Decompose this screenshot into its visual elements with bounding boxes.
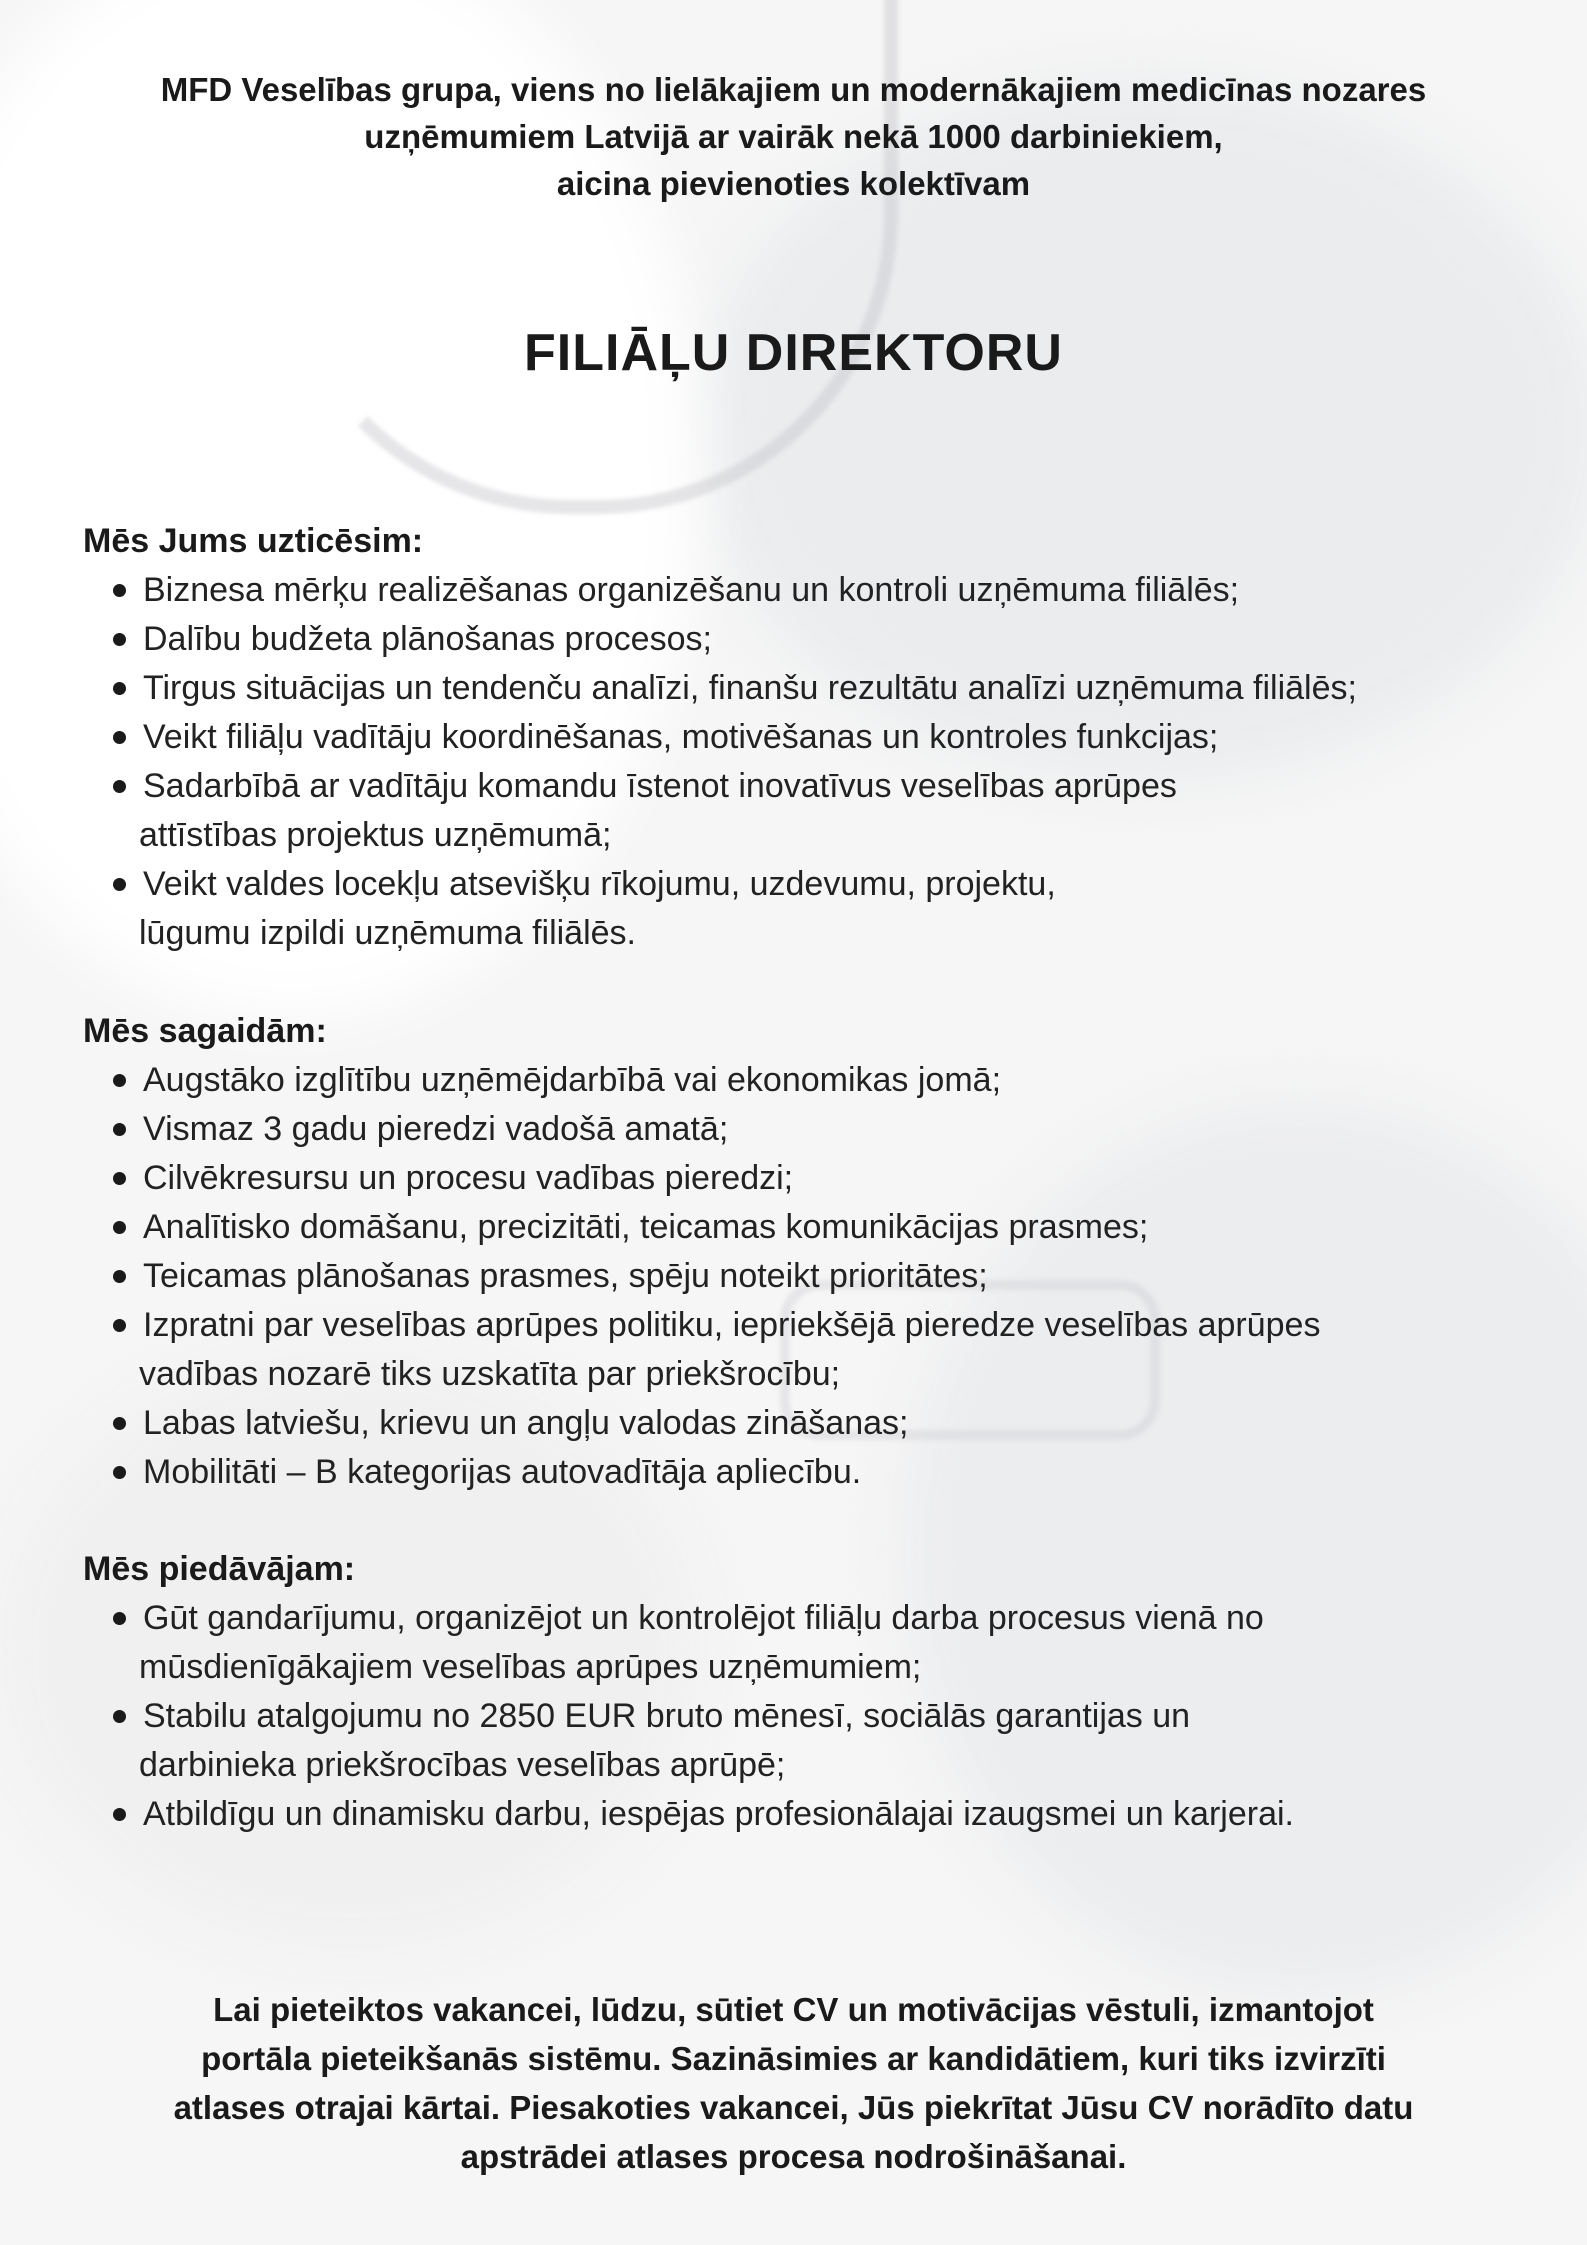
bullet-icon bbox=[113, 633, 126, 646]
list-item-text: Biznesa mērķu realizēšanas organizēšanu un kontroli uzņēmuma filiālēs; bbox=[143, 571, 1240, 609]
list-item bbox=[83, 1056, 1513, 1105]
bullet-list bbox=[83, 566, 1513, 958]
list-item-text: Dalību budžeta plānošanas procesos; bbox=[143, 620, 712, 658]
section-responsibilities bbox=[83, 517, 1513, 958]
section-heading: Mēs sagaidām: bbox=[83, 1012, 327, 1050]
list-item-text: Vismaz 3 gadu pieredzi vadošā amatā; bbox=[143, 1110, 729, 1148]
list-item-text: vadības nozarē tiks uzskatīta par priekšrocību; bbox=[139, 1355, 841, 1393]
list-item-text: Augstāko izglītību uzņēmējdarbībā vai ekonomikas jomā; bbox=[143, 1061, 1002, 1099]
section-requirements bbox=[83, 1007, 1513, 1497]
list-item bbox=[83, 1105, 1513, 1154]
bullet-icon bbox=[113, 731, 126, 744]
bullet-icon bbox=[113, 1612, 126, 1625]
footer-line: atlases otrajai kārtai. Piesakoties vakancei, Jūs piekrītat Jūsu CV norādīto datu bbox=[173, 2089, 1414, 2126]
bullet-icon bbox=[113, 1319, 126, 1332]
list-item bbox=[83, 615, 1513, 664]
bullet-icon bbox=[113, 682, 126, 695]
list-item-text: lūgumu izpildi uzņēmuma filiālēs. bbox=[139, 914, 637, 952]
bullet-icon bbox=[113, 584, 126, 597]
list-item-text: Teicamas plānošanas prasmes, spēju noteikt prioritātes; bbox=[143, 1257, 988, 1295]
list-item bbox=[83, 1790, 1513, 1839]
application-instructions bbox=[80, 1985, 1507, 2181]
section-heading: Mēs piedāvājam: bbox=[83, 1550, 356, 1588]
list-item bbox=[83, 1154, 1513, 1203]
bullet-icon bbox=[113, 1074, 126, 1087]
list-item bbox=[83, 1594, 1513, 1692]
bullet-icon bbox=[113, 1466, 126, 1479]
intro-line: uzņēmumiem Latvijā ar vairāk nekā 1000 darbiniekiem, bbox=[364, 118, 1223, 155]
bullet-icon bbox=[113, 1123, 126, 1136]
list-item-text: Labas latviešu, krievu un angļu valodas zināšanas; bbox=[143, 1404, 909, 1442]
list-item bbox=[83, 860, 1513, 958]
bullet-icon bbox=[113, 1172, 126, 1185]
list-item-text: Izpratni par veselības aprūpes politiku, iepriekšējā pieredze veselības aprūpes bbox=[143, 1306, 1321, 1344]
list-item bbox=[83, 713, 1513, 762]
bullet-icon bbox=[113, 1808, 126, 1821]
bullet-icon bbox=[113, 1221, 126, 1234]
list-item-text: Sadarbībā ar vadītāju komandu īstenot inovatīvus veselības aprūpes bbox=[143, 767, 1177, 805]
list-item bbox=[83, 1301, 1513, 1399]
footer-line: apstrādei atlases procesa nodrošināšanai. bbox=[460, 2138, 1127, 2175]
list-item-text: Atbildīgu un dinamisku darbu, iespējas profesionālajai izaugsmei un karjerai. bbox=[143, 1795, 1294, 1833]
list-item bbox=[83, 566, 1513, 615]
footer-line: Lai pieteiktos vakancei, lūdzu, sūtiet CV un motivācijas vēstuli, izmantojot bbox=[213, 1991, 1374, 2028]
list-item-text: mūsdienīgākajiem veselības aprūpes uzņēmumiem; bbox=[139, 1648, 922, 1686]
bullet-icon bbox=[113, 780, 126, 793]
list-item-text: Cilvēkresursu un procesu vadības pieredzi; bbox=[143, 1159, 794, 1197]
list-item bbox=[83, 1399, 1513, 1448]
intro-line: aicina pievienoties kolektīvam bbox=[556, 165, 1031, 202]
list-item-text: Mobilitāti – B kategorijas autovadītāja apliecību. bbox=[143, 1453, 862, 1491]
bullet-icon bbox=[113, 1270, 126, 1283]
job-title: FILIĀĻU DIREKTORU bbox=[524, 324, 1063, 382]
list-item-text: Veikt filiāļu vadītāju koordinēšanas, motivēšanas un kontroles funkcijas; bbox=[143, 718, 1219, 756]
bullet-icon bbox=[113, 1417, 126, 1430]
bullet-list bbox=[83, 1594, 1513, 1839]
list-item-text: Gūt gandarījumu, organizējot un kontrolējot filiāļu darba procesus vienā no bbox=[143, 1599, 1264, 1637]
bullet-list bbox=[83, 1056, 1513, 1497]
list-item-text: Veikt valdes locekļu atsevišķu rīkojumu, uzdevumu, projektu, bbox=[143, 865, 1056, 903]
bullet-icon bbox=[113, 878, 126, 891]
list-item-text: Analītisko domāšanu, precizitāti, teicamas komunikācijas prasmes; bbox=[143, 1208, 1149, 1246]
list-item-text: darbinieka priekšrocības veselības aprūpē; bbox=[139, 1746, 786, 1784]
list-item bbox=[83, 762, 1513, 860]
bullet-icon bbox=[113, 1710, 126, 1723]
intro-text bbox=[60, 66, 1527, 207]
intro-line: MFD Veselības grupa, viens no lielākajiem un modernākajiem medicīnas nozares bbox=[160, 71, 1427, 108]
footer-line: portāla pieteikšanās sistēmu. Sazināsimies ar kandidātiem, kuri tiks izvirzīti bbox=[201, 2040, 1386, 2077]
list-item bbox=[83, 664, 1513, 713]
list-item-text: Stabilu atalgojumu no 2850 EUR bruto mēnesī, sociālās garantijas un bbox=[143, 1697, 1191, 1735]
list-item-text: attīstības projektus uzņēmumā; bbox=[139, 816, 612, 854]
list-item bbox=[83, 1448, 1513, 1497]
section-offer bbox=[83, 1545, 1513, 1839]
list-item bbox=[83, 1252, 1513, 1301]
section-heading: Mēs Jums uzticēsim: bbox=[83, 522, 424, 560]
list-item bbox=[83, 1692, 1513, 1790]
list-item bbox=[83, 1203, 1513, 1252]
list-item-text: Tirgus situācijas un tendenču analīzi, finanšu rezultātu analīzi uzņēmuma filiālēs; bbox=[143, 669, 1357, 707]
